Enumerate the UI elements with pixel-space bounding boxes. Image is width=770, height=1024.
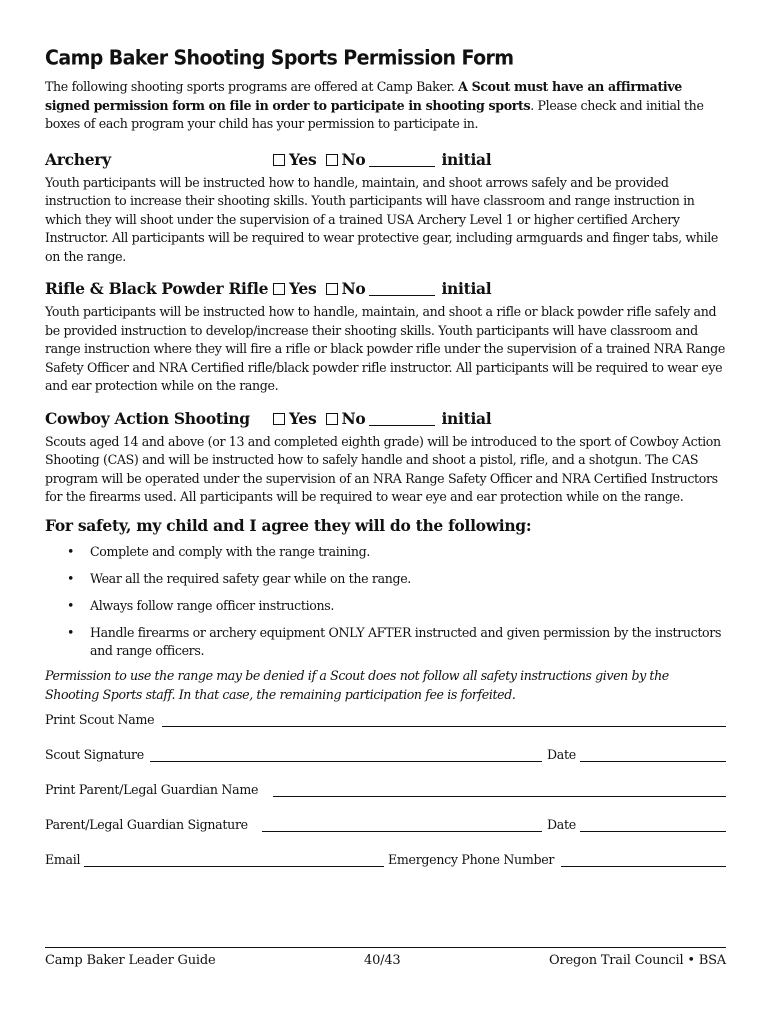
yes-label: Yes [289, 279, 317, 298]
bullet-icon: • [67, 624, 75, 640]
footer-council: Oregon Trail Council • BSA [549, 953, 726, 968]
footer-divider [45, 947, 726, 948]
initial-label: initial [441, 279, 492, 298]
intro-requirement: A Scout must have an affirmative signed permission form on file in order to participate in shooting sports [45, 79, 682, 113]
scout-signature-field[interactable] [150, 761, 542, 762]
yes-checkbox[interactable] [273, 283, 285, 295]
list-item-text: Handle firearms or archery equipment ONLY AFTER instructed and given permission by the instructors and range officers. [90, 624, 722, 658]
scout-signature-label: Scout Signature [45, 747, 144, 762]
no-label: No [341, 279, 366, 298]
initial-field[interactable] [369, 283, 435, 296]
initial-field[interactable] [369, 154, 435, 167]
parent-signature-field[interactable] [262, 831, 542, 832]
emergency-phone-label: Emergency Phone Number [388, 852, 555, 867]
list-item [45, 597, 726, 616]
scout-name-field[interactable] [162, 726, 726, 727]
list-item [45, 624, 726, 661]
date-label: Date [547, 747, 576, 762]
permission-form [45, 46, 726, 884]
yes-checkbox[interactable] [273, 413, 285, 425]
date-label: Date [547, 817, 576, 832]
intro-text: The following shooting sports programs are offered at Camp Baker. [45, 79, 459, 94]
initial-label: initial [441, 149, 492, 169]
no-label: No [341, 149, 366, 169]
program-name: Archery [45, 149, 111, 169]
program-header-archery [45, 146, 726, 172]
program-options [273, 150, 491, 169]
yes-label: Yes [289, 149, 317, 169]
no-checkbox[interactable] [326, 154, 338, 166]
parent-signature-label: Parent/Legal Guardian Signature [45, 817, 248, 832]
scout-date-field[interactable] [580, 761, 726, 762]
scout-name-label: Print Scout Name [45, 712, 155, 727]
list-item [45, 543, 726, 562]
parent-date-field[interactable] [580, 831, 726, 832]
program-name: Rifle & Black Powder Rifle [45, 279, 269, 298]
yes-label: Yes [289, 408, 317, 428]
program-description: Youth participants will be instructed how to handle, maintain, and shoot arrows safely and be provided instruction to increase their shooting skills. Youth participants will have classroom and range instruction in which they will shoot under the supervision of a trained USA Archery Level 1 or higher certified Archery Instructor. All participants will be required to wear protective gear, including armguards and finger tabs, while on the range. [45, 174, 719, 264]
footer-guide-name: Camp Baker Leader Guide [45, 953, 216, 968]
bullet-icon: • [67, 543, 75, 559]
emergency-phone-field[interactable] [561, 866, 726, 867]
program-options [273, 409, 491, 428]
program-name: Cowboy Action Shooting [45, 408, 250, 428]
parent-signature-row [45, 814, 726, 849]
program-header-cowboy [45, 405, 726, 431]
list-item [45, 570, 726, 589]
parent-name-row [45, 779, 726, 814]
email-label: Email [45, 852, 81, 867]
footer-page-number: 40/43 [364, 953, 401, 968]
bullet-icon: • [67, 570, 75, 586]
scout-name-row [45, 709, 726, 744]
no-label: No [341, 408, 366, 428]
program-header-rifle [45, 275, 726, 301]
program-description: Youth participants will be instructed how to handle, maintain, and shoot a rifle or black powder rifle safely and be provided instruction to develop/increase their shooting skills. Youth participants will have classroom and range instruction where they will fire a rifle or black powder rifle under the supervision of a trained NRA Range Safety Officer and NRA Certified rifle/black powder rifle instructor. All participants will be required to wear eye and ear protection while on the range. [45, 304, 725, 393]
yes-checkbox[interactable] [273, 154, 285, 166]
no-checkbox[interactable] [326, 283, 338, 295]
parent-name-label: Print Parent/Legal Guardian Name [45, 782, 259, 797]
initial-field[interactable] [369, 413, 435, 426]
bullet-icon: • [67, 597, 75, 613]
initial-label: initial [441, 408, 492, 428]
scout-signature-row [45, 744, 726, 779]
parent-name-field[interactable] [273, 796, 726, 797]
contact-row [45, 849, 726, 884]
list-item-text: Wear all the required safety gear while on the range. [90, 570, 411, 586]
list-item-text: Complete and comply with the range training. [90, 543, 370, 559]
no-checkbox[interactable] [326, 413, 338, 425]
safety-heading: For safety, my child and I agree they will do the following: [45, 515, 532, 535]
list-item-text: Always follow range officer instructions. [90, 597, 335, 613]
intro-instructions: . Please check and initial the boxes of each program your child has your permission to participate in. [45, 97, 704, 131]
email-field[interactable] [84, 866, 384, 867]
page-title: Camp Baker Shooting Sports Permission Form [45, 46, 514, 70]
permission-note: Permission to use the range may be denied if a Scout does not follow all safety instructions given by the Shooting Sports staff. In that case, the remaining participation fee is forfeited. [45, 668, 669, 702]
program-description: Scouts aged 14 and above (or 13 and completed eighth grade) will be introduced to the sport of Cowboy Action Shooting (CAS) and will be instructed how to safely handle and shoot a pistol, rifle, and a shotgun. The CAS program will be operated under the supervision of an NRA Range Safety Officer and NRA Certified Instructors for the firearms used. All participants will be required to wear eye and ear protection while on the range. [45, 433, 721, 504]
safety-list [45, 543, 726, 661]
program-options [273, 279, 491, 298]
intro-paragraph [45, 78, 726, 134]
